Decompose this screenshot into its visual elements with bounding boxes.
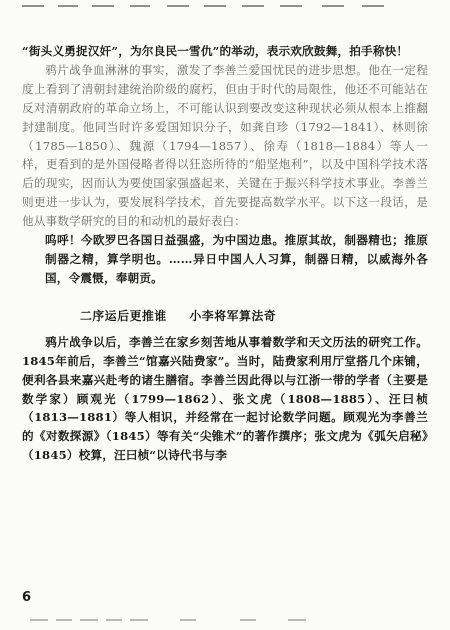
- section-heading-left: 二序运后更推谁: [80, 308, 167, 323]
- page-body: [22, 42, 428, 465]
- paragraph-2: 鸦片战争血淋淋的事实，激发了李善兰爱国忧民的进步思想。他在一定程度上看到了清朝封建统治阶级的腐朽，但由于时代的局限性，他还不可能站在反对清朝政府的革命立场上，不可能认识到要改变这种现状必须从根本上推翻封建制度。他同当时许多爱国知识分子，如龚自珍（1792—1841）、林则徐（1785—1850）、魏源（1794—1857）、徐寿（1818—1884）等人一样，更看到的是外国侵略者得以狂恣所待的“船坚炮利”，以及中国科学技术落后的现实，因而认为要使国家强盛起来，关键在于振兴科学技术事业。李善兰则更进一步认为，要发展科学技术，首先要提高数学水平。以下这一段话，是他从事数学研究的目的和动机的最好表白：: [22, 62, 428, 229]
- section-heading-right: 小李将军算法奇: [189, 308, 277, 323]
- paragraph-1: “街头义勇捉汉奸”，为尔良民一雪仇”的举动，表示欢欣鼓舞，拍手称快！: [22, 44, 409, 58]
- bottom-edge-marks: [30, 619, 430, 623]
- section-heading: [22, 307, 428, 325]
- paragraph-3: 鸦片战争以后，李善兰在家乡刻苦地从事着数学和天文历法的研究工作。1845年前后，李善兰“馆嘉兴陆费家”。当时，陆费家利用厅堂搭几个床铺，便利各县来嘉兴赴考的诸生膳宿。李善兰因此得以与江浙一带的学者（主要是数学家）顾观光（1799—1862）、张文虎（1808—1885）、汪曰桢（1813—1881）等人相识，并经常在一起讨论数学问题。顾观光为李善兰的《对数探源》（1845）等有关“尖锥术”的著作撰序；张文虎为《弧矢启秘》（1845）校算，汪曰桢“以诗代书与李: [22, 334, 428, 463]
- top-edge-marks: [22, 5, 428, 11]
- quotation: 呜呼！今欧罗巴各国日益强盛，为中国边患。推原其故，制器精也；推原制器之精，算学明也。……异日中国人人习算，制器日精，以威海外各国，令震慑，奉朝贡。: [45, 233, 428, 285]
- page-number: 6: [22, 590, 32, 605]
